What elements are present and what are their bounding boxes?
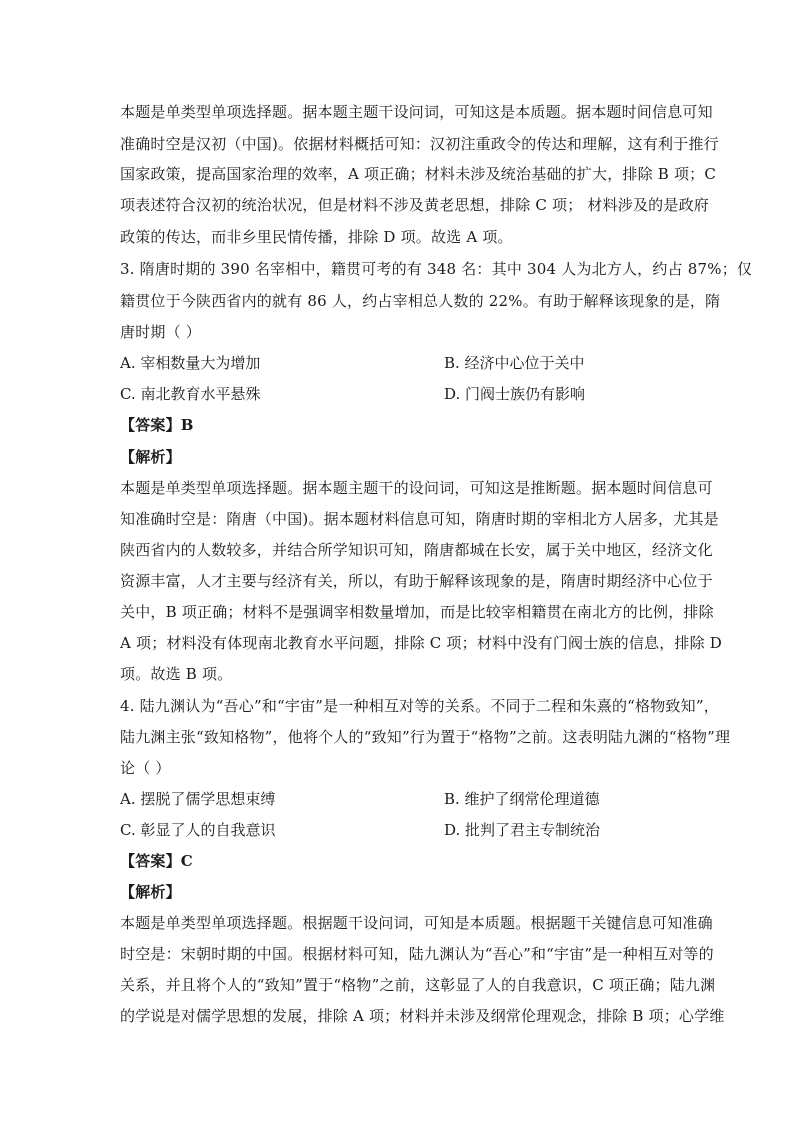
q3-option-b: B. 经济中心位于关中 xyxy=(444,354,585,372)
q3-option-d: D. 门阀士族仍有影响 xyxy=(444,385,586,403)
prev-analysis-line: 本题是单类型单项选择题。据本题主题干设问词，可知这是本质题。据本题时间信息可知 xyxy=(120,103,713,121)
prev-analysis-line: 政策的传达，而非乡里民情传播，排除 D 项。故选 A 项。 xyxy=(120,228,513,246)
q4-option-b: B. 维护了纲常伦理道德 xyxy=(444,790,600,808)
q3-answer: 【答案】B xyxy=(120,416,194,434)
q3-stem-line: 唐时期（ ） xyxy=(120,323,201,341)
q4-analysis-label: 【解析】 xyxy=(120,883,181,901)
q4-stem-line: 4. 陆九渊认为“吾心”和“宇宙”是一种相互对等的关系。不同于二程和朱熹的“格物致知”， xyxy=(120,697,719,715)
q3-stem-line: 3. 隋唐时期的 390 名宰相中，籍贯可考的有 348 名：其中 304 人为北方人，约占 87%；仅 xyxy=(120,260,753,278)
q3-analysis-line: A 项；材料没有体现南北教育水平问题，排除 C 项；材料中没有门阀士族的信息，排除 D xyxy=(120,634,723,652)
q4-option-d: D. 批判了君主专制统治 xyxy=(444,821,601,839)
q3-stem-line: 籍贯位于今陕西省内的就有 86 人，约占宰相总人数的 22%。有助于解释该现象的是，隋 xyxy=(120,292,721,310)
q4-analysis-line: 时空是：宋朝时期的中国。根据材料可知，陆九渊认为“吾心”和“宇宙”是一种相互对等的 xyxy=(120,945,714,963)
q4-analysis-line: 的学说是对儒学思想的发展，排除 A 项；材料并未涉及纲常伦理观念，排除 B 项；心学维 xyxy=(120,1007,725,1025)
q4-stem-line: 陆九渊主张“致知格物”，他将个人的“致知”行为置于“格物”之前。这表明陆九渊的“格物”理 xyxy=(120,728,731,746)
q3-option-c: C. 南北教育水平悬殊 xyxy=(120,385,261,403)
q4-option-a: A. 摆脱了儒学思想束缚 xyxy=(120,790,276,808)
prev-analysis-line: 项表述符合汉初的统治状况，但是材料不涉及黄老思想，排除 C 项； 材料涉及的是政府 xyxy=(120,196,709,214)
q4-analysis-line: 本题是单类型单项选择题。根据题干设问词，可知是本质题。根据题干关键信息可知准确 xyxy=(120,914,713,932)
q4-stem-line: 论（ ） xyxy=(120,759,171,777)
q3-analysis-line: 知准确时空是：隋唐（中国)。据本题材料信息可知，隋唐时期的宰相北方人居多，尤其是 xyxy=(120,510,719,528)
prev-analysis-line: 国家政策，提高国家治理的效率，A 项正确；材料未涉及统治基础的扩大，排除 B 项；C xyxy=(120,165,717,183)
q3-analysis-line: 关中，B 项正确；材料不是强调宰相数量增加，而是比较宰相籍贯在南北方的比例，排除 xyxy=(120,603,714,621)
q3-analysis-line: 资源丰富，人才主要与经济有关，所以，有助于解释该现象的是，隋唐时期经济中心位于 xyxy=(120,572,713,590)
q4-analysis-line: 关系，并且将个人的“致知”置于“格物”之前，这彰显了人的自我意识，C 项正确；陆九渊 xyxy=(120,976,716,994)
q3-option-a: A. 宰相数量大为增加 xyxy=(120,354,261,372)
q3-analysis-line: 项。故选 B 项。 xyxy=(120,665,233,683)
q4-answer: 【答案】C xyxy=(120,852,193,870)
q4-option-c: C. 彰显了人的自我意识 xyxy=(120,821,276,839)
prev-analysis-line: 准确时空是汉初（中国)。依据材料概括可知：汉初注重政令的传达和理解，这有利于推行 xyxy=(120,135,719,153)
q3-analysis-label: 【解析】 xyxy=(120,448,181,466)
q3-analysis-line: 本题是单类型单项选择题。据本题主题干的设问词，可知这是推断题。据本题时间信息可 xyxy=(120,479,713,497)
q3-analysis-line: 陕西省内的人数较多，并结合所学知识可知，隋唐都城在长安，属于关中地区，经济文化 xyxy=(120,541,713,559)
